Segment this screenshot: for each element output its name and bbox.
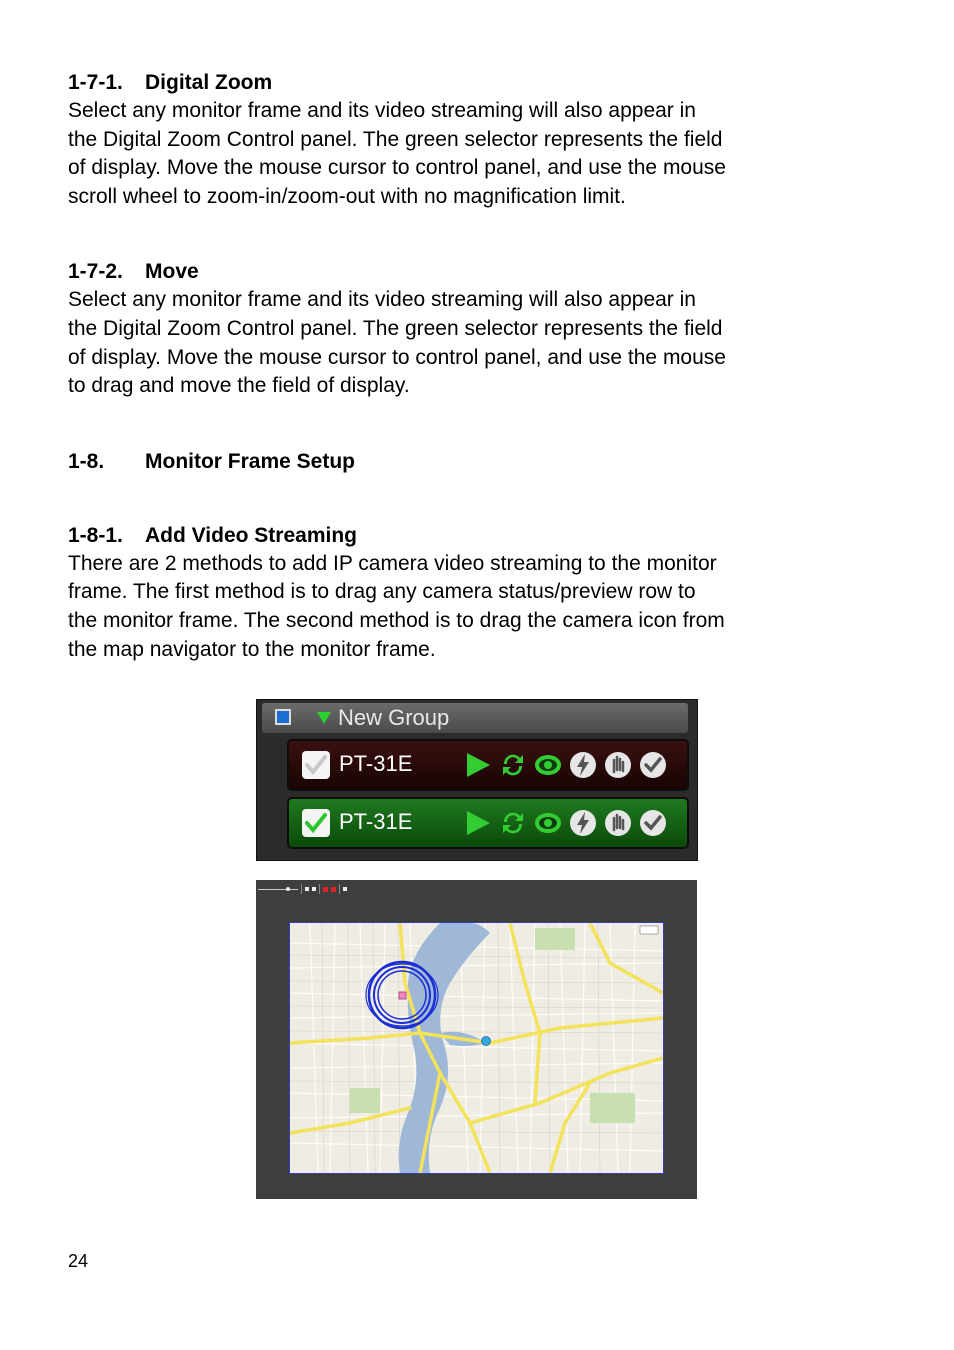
section-number: 1-8.	[68, 449, 105, 473]
eye-icon[interactable]	[533, 808, 563, 838]
paragraph-line: of display. Move the mouse cursor to control panel, and use the mouse	[68, 156, 726, 180]
camera-action-icons	[463, 750, 668, 780]
section-heading-monitor-frame-setup	[68, 447, 828, 476]
refresh-icon[interactable]	[498, 750, 528, 780]
paragraph-line: There are 2 methods to add IP camera video streaming to the monitor	[68, 551, 717, 575]
refresh-icon[interactable]	[498, 808, 528, 838]
paragraph-line: the monitor frame. The second method is to drag the camera icon from	[68, 608, 725, 632]
section-title: Move	[145, 260, 199, 284]
camera-status-row[interactable]	[287, 739, 689, 791]
toolbar-checkbox[interactable]	[312, 887, 316, 891]
toolbar-separator	[339, 884, 340, 894]
hand-icon[interactable]	[603, 808, 633, 838]
paragraph-line: Select any monitor frame and its video streaming will also appear in	[68, 288, 696, 312]
section-heading-digital-zoom	[68, 68, 828, 97]
camera-name: PT-31E	[339, 751, 413, 776]
section-number: 1-7-1.	[68, 71, 123, 94]
expand-triangle-icon[interactable]	[317, 712, 331, 724]
play-icon[interactable]	[463, 808, 493, 838]
paragraph-line: frame. The first method is to drag any camera status/preview row to	[68, 580, 696, 604]
paragraph-line: the map navigator to the monitor frame.	[68, 637, 436, 661]
camera-checkbox[interactable]	[302, 751, 330, 779]
lightning-icon[interactable]	[568, 808, 598, 838]
section-title: Monitor Frame Setup	[145, 449, 356, 473]
camera-marker-icon[interactable]	[323, 887, 328, 892]
paragraph-line: of display. Move the mouse cursor to control panel, and use the mouse	[68, 345, 726, 369]
paragraph-line: Select any monitor frame and its video streaming will also appear in	[68, 99, 696, 122]
check-icon[interactable]	[638, 750, 668, 780]
section-number: 1-8-1.	[68, 523, 123, 547]
map-view[interactable]	[289, 922, 664, 1174]
slider-knob[interactable]	[286, 887, 290, 891]
camera-marker-icon	[482, 1037, 491, 1046]
camera-checkbox[interactable]	[302, 809, 330, 837]
paragraph-line: the Digital Zoom Control panel. The green selector represents the field	[68, 127, 723, 151]
camera-marker-icon[interactable]	[331, 887, 336, 892]
paragraph-line: the Digital Zoom Control panel. The green selector represents the field	[68, 316, 723, 340]
group-checkbox[interactable]	[275, 709, 291, 725]
camera-group-panel	[256, 699, 698, 861]
group-name: New Group	[338, 705, 450, 730]
camera-marker-icon	[399, 992, 406, 999]
hand-icon[interactable]	[603, 750, 633, 780]
section-heading-add-video-streaming	[68, 521, 828, 550]
map-toolbar	[258, 883, 347, 895]
section-heading-move	[68, 257, 828, 286]
lightning-icon[interactable]	[568, 750, 598, 780]
document-body	[68, 68, 828, 664]
street-map-image	[290, 923, 663, 1173]
check-icon[interactable]	[638, 808, 668, 838]
page-number: 24	[68, 1251, 89, 1271]
preview-image-checkbox[interactable]	[305, 887, 309, 891]
camera-name: PT-31E	[339, 809, 413, 834]
camera-action-icons	[463, 808, 668, 838]
group-header[interactable]	[262, 703, 688, 733]
map-navigator	[256, 880, 697, 1199]
paragraph-line: to drag and move the field of display.	[68, 374, 410, 398]
section-title: Digital Zoom	[145, 71, 273, 94]
map-scale-slider[interactable]	[258, 889, 298, 890]
section-title: Add Video Streaming	[145, 523, 357, 547]
play-icon[interactable]	[463, 750, 493, 780]
paragraph-line: scroll wheel to zoom-in/zoom-out with no magnification limit.	[68, 184, 626, 208]
camera-name-checkbox[interactable]	[343, 887, 347, 891]
eye-icon[interactable]	[533, 750, 563, 780]
section-number: 1-7-2.	[68, 260, 123, 284]
toolbar-separator	[319, 884, 320, 894]
toolbar-separator	[301, 884, 302, 894]
camera-status-row[interactable]	[287, 797, 689, 849]
